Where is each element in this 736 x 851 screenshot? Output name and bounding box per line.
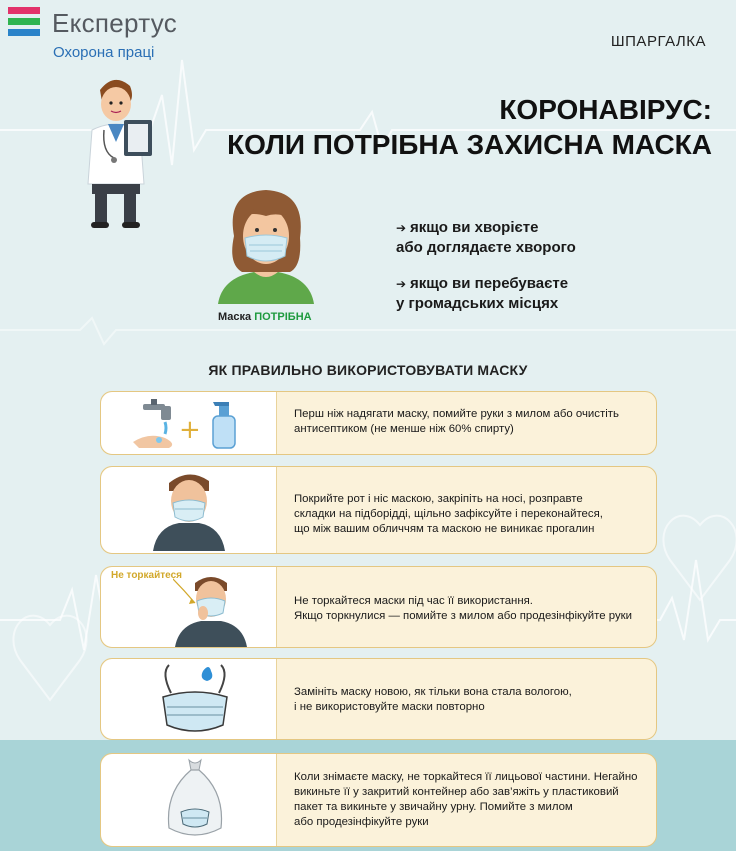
arrow-right-icon: ➔ <box>396 221 407 235</box>
man-with-mask-illustration <box>153 469 225 551</box>
arrow-right-icon: ➔ <box>396 277 407 291</box>
bullet-line-2: або доглядаєте хворого <box>396 239 576 256</box>
man-touching-mask-illustration <box>173 573 247 647</box>
step-card-dispose-mask <box>100 753 657 847</box>
step-2-line-1: Покрийте рот і ніс маскою, закріпіть на носі, розправте <box>294 493 583 505</box>
water-drop-icon <box>202 667 213 681</box>
step-image <box>101 392 277 454</box>
bullet-line-1: якщо ви перебуваєте <box>410 275 569 292</box>
step-text <box>294 685 648 715</box>
page-title <box>227 92 712 162</box>
step-2-line-2: складки на підборідді, щільно зафіксуйте і переконайтеся, <box>294 508 603 520</box>
step-3-line-1: Не торкайтеся маски під час її використання. <box>294 595 533 607</box>
title-line-2: КОЛИ ПОТРІБНА ЗАХИСНА МАСКА <box>227 129 712 160</box>
step-card-replace-mask <box>100 658 657 740</box>
bullet-item-sick <box>396 218 576 257</box>
plus-icon: + <box>179 415 201 445</box>
step-4-line-2: і не використовуйте маски повторно <box>294 701 485 713</box>
step-1-line-2: антисептиком (не менше ніж 60% спирту) <box>294 423 514 435</box>
step-image <box>101 754 277 846</box>
section-title: ЯК ПРАВИЛЬНО ВИКОРИСТОВУВАТИ МАСКУ <box>208 362 528 378</box>
step-text <box>294 492 648 537</box>
step-image <box>101 567 277 647</box>
tag-label: ШПАРГАЛКА <box>610 33 706 50</box>
step-5-line-2: викиньте її у закритий контейнер або зав’яжіть у пластиковий <box>294 786 619 798</box>
brand-name: Експертус <box>52 8 178 38</box>
doctor-illustration <box>78 72 168 232</box>
mask-caption <box>218 311 312 323</box>
title-line-1: КОРОНАВІРУС: <box>499 94 712 125</box>
face-mask-icon <box>157 663 233 735</box>
faucet-icon <box>129 398 259 450</box>
step-5-line-3: пакет та викиньте у звичайну урну. Помийте з милом <box>294 801 573 813</box>
plastic-bag-icon <box>163 758 227 842</box>
step-image <box>101 659 277 739</box>
step-3-line-2: Якщо торкнулися — помийте з милом або продезінфікуйте руки <box>294 610 632 622</box>
step-4-line-1: Замініть маску новою, як тільки вона стала вологою, <box>294 686 572 698</box>
step-text <box>294 770 648 830</box>
no-touch-label: Не торкайтеся <box>111 570 182 581</box>
step-text <box>294 407 648 437</box>
mask-caption-emphasis: ПОТРІБНА <box>254 311 312 323</box>
step-5-line-4: або продезінфікуйте руки <box>294 816 429 828</box>
step-image <box>101 467 277 553</box>
step-2-line-3: що між вашим обличчям та маскою не виникає прогалин <box>294 523 595 535</box>
woman-with-mask-illustration <box>216 186 316 304</box>
bullet-line-2: у громадських місцях <box>396 295 559 312</box>
step-1-line-1: Перш ніж надягати маску, помийте руки з милом або очистіть <box>294 408 619 420</box>
step-5-line-1: Коли знімаєте маску, не торкайтеся її лицьової частини. Негайно <box>294 771 638 783</box>
bullet-line-1: якщо ви хворієте <box>410 219 539 236</box>
brand-subtitle: Охорона праці <box>53 44 155 61</box>
bullet-item-public <box>396 274 568 313</box>
logo-mark <box>8 7 40 37</box>
step-card-wash-hands <box>100 391 657 455</box>
mask-caption-prefix: Маска <box>218 311 252 323</box>
step-card-do-not-touch <box>100 566 657 648</box>
step-card-wear-mask <box>100 466 657 554</box>
step-text <box>294 594 648 624</box>
